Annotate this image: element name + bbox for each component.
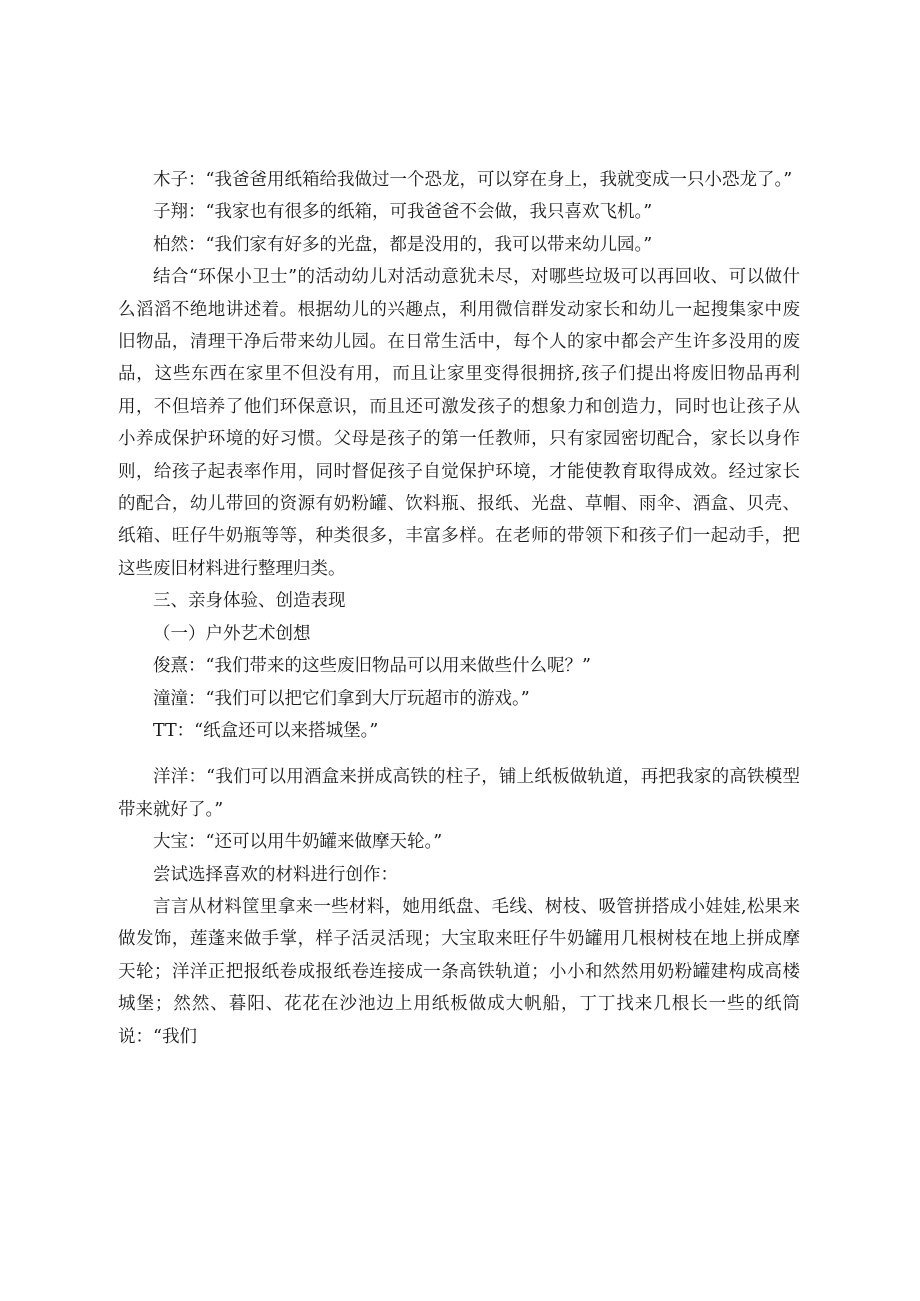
dialogue-tt: TT：“纸盒还可以来搭城堡。” [153, 720, 379, 741]
body-paragraph-recycling: 结合“环保小卫士”的活动幼儿对活动意犹未尽，对哪些垃圾可以再回收、可以做什么滔滔不绝地讲述着。根据幼儿的兴趣点，利用微信群发动家长和幼儿一起搜集家中废旧物品，清理干净后带来幼儿园。在日常生活中，每个人的家中都会产生许多没用的废品，这些东西在家里不但没有用，而且让家里变得很拥挤,孩子们提出将废旧物品再利用，不但培养了他们环保意识，而且还可激发孩子的想象力和创造力，同时也让孩子从小养成保护环境的好习惯。父母是孩子的第一任教师，只有家园密切配合，家长以身作则，给孩子起表率作用，同时督促孩子自觉保护环境，才能使教育取得成效。经过家长的配合，幼儿带回的资源有奶粉罐、饮料瓶、报纸、光盘、草帽、雨伞、酒盒、贝壳、纸箱、旺仔牛奶瓶等等，种类很多，丰富多样。在老师的带领下和孩子们一起动手，把这些废旧材料进行整理归类。 [118, 267, 800, 579]
dialogue-tongtong: 潼潼：“我们可以把它们拿到大厅玩超市的游戏。” [153, 688, 530, 709]
instruction-line: 尝试选择喜欢的材料进行创作： [153, 864, 398, 885]
dialogue-boran: 柏然：“我们家有好多的光盘，都是没用的，我可以带来幼儿园。” [153, 234, 653, 255]
body-paragraph-creation: 言言从材料筐里拿来一些材料，她用纸盘、毛线、树枝、吸管拼搭成小娃娃,松果来做发饰，莲蓬来做手掌，样子活灵活现；大宝取来旺仔牛奶罐用几根树枝在地上拼成摩天轮；洋洋正把报纸卷成报纸卷连接成一条高铁轨道；小小和然然用奶粉罐建构成高楼城堡；然然、暮阳、花花在沙池边上用纸板做成大帆船，丁丁找来几根长一些的纸筒说：“我们 [118, 896, 800, 1047]
dialogue-muzi: 木子：“我爸爸用纸箱给我做过一个恐龙，可以穿在身上，我就变成一只小恐龙了。” [153, 170, 793, 190]
subsection-heading-one: （一）户外艺术创想 [153, 623, 311, 644]
dialogue-junxi: 俊熹：“我们带来的这些废旧物品可以用来做些什么呢？” [153, 656, 591, 677]
document-body [118, 164, 800, 1053]
dialogue-dabao: 大宝：“还可以用牛奶罐来做摩天轮。” [153, 832, 443, 853]
section-heading-three: 三、亲身体验、创造表现 [153, 591, 346, 612]
dialogue-zixiang: 子翔：“我家也有很多的纸箱，可我爸爸不会做，我只喜欢飞机。” [153, 202, 653, 223]
paragraph-gap [118, 747, 800, 761]
dialogue-yangyang: 洋洋：“我们可以用酒盒来拼成高铁的柱子，铺上纸板做轨道，再把我家的高铁模型带来就好了。” [118, 767, 800, 820]
